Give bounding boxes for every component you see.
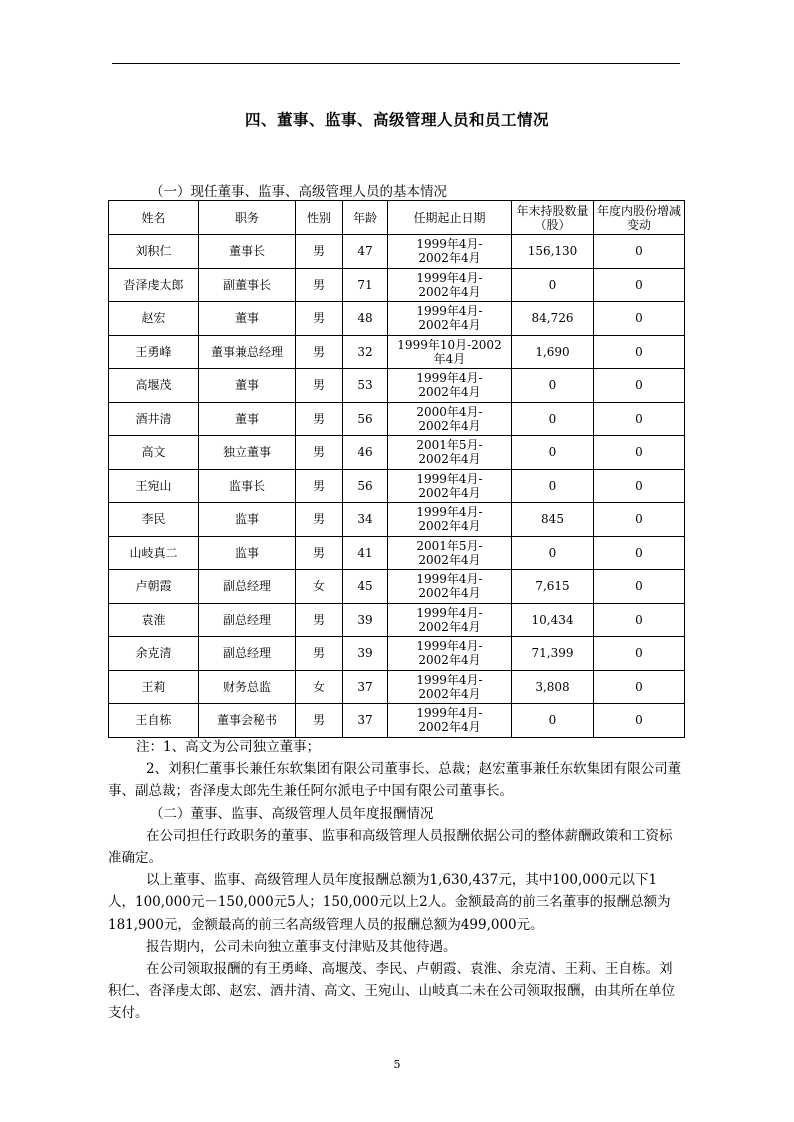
shares-cell: 84,726	[512, 302, 594, 336]
term-start: 1999年4月-	[416, 505, 483, 520]
column-header: 姓名	[109, 201, 199, 235]
directors-table	[108, 200, 685, 738]
paragraph: 在公司担任行政职务的董事、监事和高级管理人员报酬依据公司的整体薪酬政策和工资标准确定。	[108, 827, 673, 867]
change-cell: 0	[594, 570, 685, 604]
term-cell	[388, 436, 512, 470]
term-start: 1999年4月-	[416, 706, 483, 721]
name-cell: 袁淮	[109, 603, 199, 637]
term-start: 1999年4月-	[416, 270, 483, 285]
age-cell: 47	[343, 235, 388, 269]
change-cell: 0	[594, 536, 685, 570]
term-end: 2002年4月	[418, 318, 481, 333]
age-cell: 32	[343, 335, 388, 369]
term-cell	[388, 302, 512, 336]
term-cell	[388, 369, 512, 403]
paragraph: 以上董事、监事、高级管理人员年度报酬总额为1,630,437元，其中100,000元以下1人，100,000元－150,000元5人；150,000元以上2人。金额最高的前三名董事的报酬总额为181,900元，金额最高的前三名高级管理人员的报酬总额为499,000元。	[108, 872, 671, 933]
table-row	[109, 570, 685, 604]
term-cell	[388, 402, 512, 436]
name-cell: 王莉	[109, 670, 199, 704]
age-cell: 39	[343, 603, 388, 637]
page-number: 5	[393, 1058, 401, 1071]
post-cell: 副总经理	[199, 637, 296, 671]
name-cell: 王宛山	[109, 469, 199, 503]
table-row	[109, 268, 685, 302]
section-heading-basic-info: （一）现任董事、监事、高级管理人员的基本情况	[150, 184, 447, 200]
post-cell: 董事	[199, 369, 296, 403]
term-end: 年4月	[433, 351, 466, 366]
age-cell: 56	[343, 402, 388, 436]
sex-cell: 女	[296, 570, 343, 604]
age-cell: 48	[343, 302, 388, 336]
term-end: 2002年4月	[418, 552, 481, 567]
age-cell: 39	[343, 637, 388, 671]
change-cell: 0	[594, 235, 685, 269]
term-cell	[388, 704, 512, 738]
age-cell: 41	[343, 536, 388, 570]
shares-cell: 10,434	[512, 603, 594, 637]
age-cell: 37	[343, 704, 388, 738]
term-cell	[388, 536, 512, 570]
shares-cell: 0	[512, 704, 594, 738]
post-cell: 监事长	[199, 469, 296, 503]
section-heading-compensation: （二）董事、监事、高级管理人员年度报酬情况	[150, 805, 434, 822]
age-cell: 53	[343, 369, 388, 403]
table-row	[109, 335, 685, 369]
post-cell: 董事会秘书	[199, 704, 296, 738]
term-end: 2002年4月	[418, 619, 481, 634]
term-cell	[388, 235, 512, 269]
term-start: 1999年10月-2002	[397, 337, 502, 352]
term-cell	[388, 335, 512, 369]
table-row	[109, 704, 685, 738]
table-row	[109, 369, 685, 403]
age-cell: 71	[343, 268, 388, 302]
sex-cell: 女	[296, 670, 343, 704]
post-cell: 副总经理	[199, 603, 296, 637]
term-end: 2002年4月	[418, 452, 481, 467]
shares-cell: 0	[512, 536, 594, 570]
table-row	[109, 402, 685, 436]
shares-cell: 156,130	[512, 235, 594, 269]
term-end: 2002年4月	[418, 485, 481, 500]
shares-cell: 0	[512, 268, 594, 302]
column-header: 年度内股份增减变动	[594, 201, 685, 235]
post-cell: 监事	[199, 503, 296, 537]
table-row	[109, 536, 685, 570]
term-end: 2002年4月	[418, 418, 481, 433]
change-cell: 0	[594, 369, 685, 403]
paragraph: 报告期内，公司未向独立董事支付津贴及其他待遇。	[146, 938, 457, 955]
name-cell: 高堰茂	[109, 369, 199, 403]
term-start: 2000年4月-	[416, 404, 483, 419]
table-row	[109, 235, 685, 269]
column-header: 年龄	[343, 201, 388, 235]
post-cell: 董事	[199, 402, 296, 436]
term-start: 1999年4月-	[416, 639, 483, 654]
age-cell: 45	[343, 570, 388, 604]
name-cell: 李民	[109, 503, 199, 537]
note-2: 2、刘积仁董事长兼任东软集团有限公司董事长、总裁；赵宏董事兼任东软集团有限公司董事、副总裁；沓泽虔太郎先生兼任阿尔派电子中国有限公司董事长。	[108, 761, 682, 800]
term-end: 2002年4月	[418, 284, 481, 299]
post-cell: 董事兼总经理	[199, 335, 296, 369]
post-cell: 副总经理	[199, 570, 296, 604]
change-cell: 0	[594, 704, 685, 738]
change-cell: 0	[594, 335, 685, 369]
change-cell: 0	[594, 603, 685, 637]
shares-cell: 3,808	[512, 670, 594, 704]
name-cell: 王勇峰	[109, 335, 199, 369]
term-cell	[388, 268, 512, 302]
term-cell	[388, 603, 512, 637]
term-cell	[388, 503, 512, 537]
change-cell: 0	[594, 402, 685, 436]
post-cell: 副董事长	[199, 268, 296, 302]
term-start: 1999年4月-	[416, 371, 483, 386]
term-start: 1999年4月-	[416, 572, 483, 587]
sex-cell: 男	[296, 603, 343, 637]
change-cell: 0	[594, 670, 685, 704]
table-row	[109, 670, 685, 704]
age-cell: 34	[343, 503, 388, 537]
sex-cell: 男	[296, 436, 343, 470]
name-cell: 卢朝霞	[109, 570, 199, 604]
name-cell: 余克清	[109, 637, 199, 671]
shares-cell: 71,399	[512, 637, 594, 671]
column-header: 性别	[296, 201, 343, 235]
change-cell: 0	[594, 436, 685, 470]
change-cell: 0	[594, 503, 685, 537]
table-header-row	[109, 201, 685, 235]
column-header: 任期起止日期	[388, 201, 512, 235]
note-1: 注：1、高文为公司独立董事；	[136, 739, 321, 755]
term-start: 1999年4月-	[416, 237, 483, 252]
name-cell: 沓泽虔太郎	[109, 268, 199, 302]
term-start: 1999年4月-	[416, 471, 483, 486]
change-cell: 0	[594, 268, 685, 302]
name-cell: 赵宏	[109, 302, 199, 336]
table-row	[109, 503, 685, 537]
term-end: 2002年4月	[418, 251, 481, 266]
paragraph: 在公司领取报酬的有王勇峰、高堰茂、李民、卢朝霞、袁淮、余克清、王莉、王自栋。刘积仁、沓泽虔太郎、赵宏、酒井清、高文、王宛山、山岐真二未在公司领取报酬，由其所在单位支付。	[108, 961, 675, 1022]
shares-cell: 7,615	[512, 570, 594, 604]
change-cell: 0	[594, 469, 685, 503]
post-cell: 财务总监	[199, 670, 296, 704]
term-end: 2002年4月	[418, 653, 481, 668]
change-cell: 0	[594, 637, 685, 671]
sex-cell: 男	[296, 302, 343, 336]
table-row	[109, 603, 685, 637]
term-cell	[388, 670, 512, 704]
term-start: 1999年4月-	[416, 605, 483, 620]
sex-cell: 男	[296, 704, 343, 738]
sex-cell: 男	[296, 637, 343, 671]
table-row	[109, 637, 685, 671]
term-cell	[388, 637, 512, 671]
shares-cell: 1,690	[512, 335, 594, 369]
table-row	[109, 302, 685, 336]
shares-cell: 0	[512, 436, 594, 470]
term-start: 1999年4月-	[416, 672, 483, 687]
shares-cell: 0	[512, 369, 594, 403]
shares-cell: 0	[512, 402, 594, 436]
post-cell: 监事	[199, 536, 296, 570]
sex-cell: 男	[296, 235, 343, 269]
name-cell: 山岐真二	[109, 536, 199, 570]
term-end: 2002年4月	[418, 720, 481, 735]
name-cell: 酒井清	[109, 402, 199, 436]
name-cell: 高文	[109, 436, 199, 470]
change-cell: 0	[594, 302, 685, 336]
sex-cell: 男	[296, 503, 343, 537]
term-end: 2002年4月	[418, 519, 481, 534]
age-cell: 46	[343, 436, 388, 470]
column-header: 职务	[199, 201, 296, 235]
header-rule	[112, 63, 680, 64]
shares-cell: 845	[512, 503, 594, 537]
post-cell: 董事	[199, 302, 296, 336]
table-row	[109, 469, 685, 503]
age-cell: 37	[343, 670, 388, 704]
shares-cell: 0	[512, 469, 594, 503]
sex-cell: 男	[296, 536, 343, 570]
term-start: 2001年5月-	[416, 538, 483, 553]
sex-cell: 男	[296, 268, 343, 302]
sex-cell: 男	[296, 335, 343, 369]
term-start: 1999年4月-	[416, 304, 483, 319]
post-cell: 董事长	[199, 235, 296, 269]
table-row	[109, 436, 685, 470]
sex-cell: 男	[296, 402, 343, 436]
post-cell: 独立董事	[199, 436, 296, 470]
term-start: 2001年5月-	[416, 438, 483, 453]
term-end: 2002年4月	[418, 586, 481, 601]
name-cell: 王自栋	[109, 704, 199, 738]
sex-cell: 男	[296, 469, 343, 503]
name-cell: 刘积仁	[109, 235, 199, 269]
term-end: 2002年4月	[418, 385, 481, 400]
term-cell	[388, 570, 512, 604]
term-cell	[388, 469, 512, 503]
column-header: 年末持股数量（股）	[512, 201, 594, 235]
notes-section	[108, 736, 684, 1025]
page-title: 四、董事、监事、高级管理人员和员工情况	[244, 111, 549, 129]
age-cell: 56	[343, 469, 388, 503]
sex-cell: 男	[296, 369, 343, 403]
term-end: 2002年4月	[418, 686, 481, 701]
